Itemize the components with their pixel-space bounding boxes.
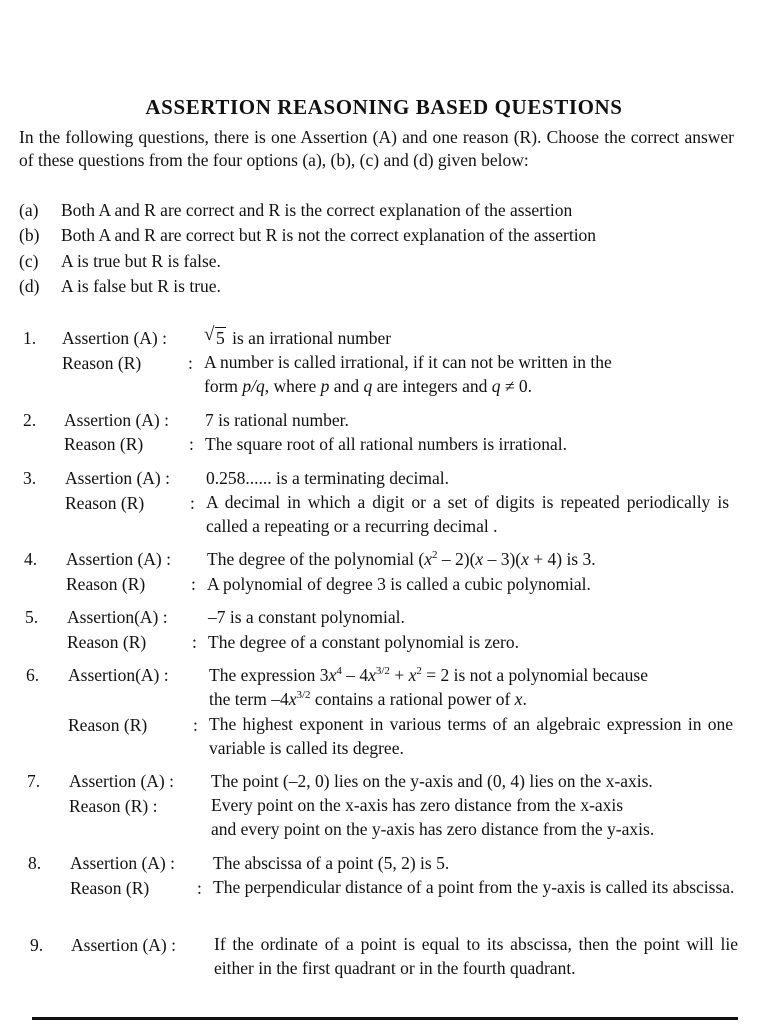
exponent: 2	[416, 665, 422, 678]
text-run: + 4) is 3.	[528, 549, 596, 569]
text-run: +	[389, 665, 409, 685]
assertion-label: Assertion (A) :	[66, 549, 171, 569]
text-run: – 3)(	[483, 549, 522, 569]
reason-label: Reason (R)	[65, 493, 145, 513]
assertion-label: Assertion (A) :	[70, 853, 175, 873]
text-run: – 4	[341, 665, 369, 685]
assertion-label: Assertion (A) :	[64, 410, 169, 430]
colon: :	[192, 632, 197, 652]
question-number: 5.	[25, 607, 39, 627]
assertion-label: Assertion (A) :	[65, 468, 170, 488]
math-var: x	[368, 665, 376, 685]
text-run: The degree of the polynomial (	[207, 549, 425, 569]
text-run: – 2)(	[437, 549, 476, 569]
question-number: 1.	[23, 328, 37, 348]
text-run: contains a rational power of	[310, 689, 511, 709]
page-title: ASSERTION REASONING BASED QUESTIONS	[145, 95, 623, 119]
assertion-label: Assertion (A) :	[69, 771, 174, 791]
assertion-line-2	[209, 687, 527, 711]
math-fraction: p/q	[242, 376, 265, 396]
math-var: x	[475, 549, 484, 569]
reason-line-2: and every point on the y-axis has zero distance from the y-axis.	[211, 819, 655, 839]
option-label: (c)	[19, 251, 39, 271]
option-b	[19, 225, 596, 246]
text-run: the term –4	[209, 689, 289, 709]
text-run: ≠ 0.	[504, 376, 532, 396]
math-var: q	[491, 376, 501, 396]
colon: :	[188, 353, 193, 373]
reason-text: The highest exponent in various terms of an algebraic expression in one variable is called its degree.	[209, 714, 733, 758]
math-var: x	[424, 549, 432, 569]
assertion-text: –7 is a constant polynomial.	[208, 607, 405, 627]
reason-text: The square root of all rational numbers is irrational.	[205, 434, 568, 454]
exponent: 3/2	[375, 665, 390, 678]
colon: :	[191, 574, 196, 594]
option-label: (d)	[19, 276, 40, 296]
reason-text: A polynomial of degree 3 is called a cubic polynomial.	[207, 574, 591, 594]
radicand: 5	[216, 328, 225, 348]
assertion-text	[204, 326, 391, 350]
exponent: 4	[336, 665, 342, 678]
square-root-icon: √ 5	[204, 324, 225, 348]
text-run: = 2 is not a polynomial because	[421, 665, 648, 685]
math-var: p	[320, 376, 330, 396]
reason-line-1: Every point on the x-axis has zero distance from the x-axis	[211, 795, 624, 815]
text-run: , where	[264, 376, 317, 396]
text-run: are integers and	[376, 376, 488, 396]
question-number: 2.	[23, 410, 37, 430]
math-var: x	[408, 665, 417, 685]
assertion-text	[207, 547, 596, 571]
reason-text: A decimal in which a digit or a set of digits is repeated periodically is called a repeating or a recurring decimal .	[206, 492, 729, 536]
question-number: 9.	[30, 935, 44, 955]
reason-line-2	[204, 374, 532, 398]
reason-label: Reason (R)	[68, 715, 148, 735]
option-text: Both A and R are correct but R is not the correct explanation of the assertion	[61, 225, 597, 245]
assertion-text: If the ordinate of a point is equal to its abscissa, then the point will lie either in the first quadrant or in the fourth quadrant.	[214, 934, 738, 978]
math-var: x	[288, 689, 297, 709]
colon: :	[189, 434, 194, 454]
reason-line-1: A number is called irrational, if it can not be written in the	[204, 352, 612, 372]
text-run: .	[522, 689, 527, 709]
exponent: 2	[432, 549, 438, 562]
assertion-text: 0.258...... is a terminating decimal.	[206, 468, 450, 488]
text-run: The expression 3	[209, 665, 329, 685]
colon: :	[197, 878, 202, 898]
math-var: x	[521, 549, 529, 569]
option-text: A is true but R is false.	[61, 251, 221, 271]
reason-label: Reason (R)	[70, 878, 150, 898]
option-label: (b)	[19, 225, 40, 245]
colon: :	[193, 715, 198, 735]
text-run: and	[333, 376, 360, 396]
math-var: q	[363, 376, 373, 396]
exponent: 3/2	[296, 689, 311, 702]
question-number: 4.	[24, 549, 38, 569]
instructions-paragraph: In the following questions, there is one Assertion (A) and one reason (R). Choose the correct answer of these questions from the four options (a), (b), (c) and (d) given below:	[19, 127, 734, 170]
question-number: 6.	[26, 665, 40, 685]
math-var: x	[328, 665, 337, 685]
option-a	[19, 200, 572, 221]
colon: :	[190, 493, 195, 513]
assertion-line-1	[209, 663, 648, 687]
assertion-text: The point (–2, 0) lies on the y-axis and (0, 4) lies on the x-axis.	[211, 771, 653, 791]
option-text: A is false but R is true.	[61, 276, 221, 296]
reason-label: Reason (R)	[64, 434, 144, 454]
option-d	[19, 276, 221, 297]
reason-label: Reason (R) :	[69, 796, 158, 816]
reason-label: Reason (R)	[67, 632, 147, 652]
assertion-label: Assertion(A) :	[67, 607, 168, 627]
assertion-label: Assertion (A) :	[62, 328, 167, 348]
reason-label: Reason (R)	[62, 353, 142, 373]
question-number: 7.	[27, 771, 41, 791]
question-number: 8.	[28, 853, 42, 873]
math-var: x	[514, 689, 523, 709]
reason-label: Reason (R)	[66, 574, 146, 594]
text-run: form	[204, 376, 239, 396]
option-label: (a)	[19, 200, 39, 220]
option-c	[19, 251, 221, 272]
assertion-label: Assertion (A) :	[71, 935, 176, 955]
option-text: Both A and R are correct and R is the correct explanation of the assertion	[61, 200, 573, 220]
assertion-label: Assertion(A) :	[68, 665, 169, 685]
bottom-rule-divider	[32, 1017, 738, 1020]
assertion-rest: is an irrational number	[232, 328, 392, 348]
assertion-text: The abscissa of a point (5, 2) is 5.	[213, 853, 450, 873]
reason-text: The perpendicular distance of a point from the y-axis is called its abscissa.	[213, 877, 735, 897]
question-number: 3.	[23, 468, 37, 488]
reason-text: The degree of a constant polynomial is zero.	[208, 632, 520, 652]
assertion-text: 7 is rational number.	[205, 410, 349, 430]
